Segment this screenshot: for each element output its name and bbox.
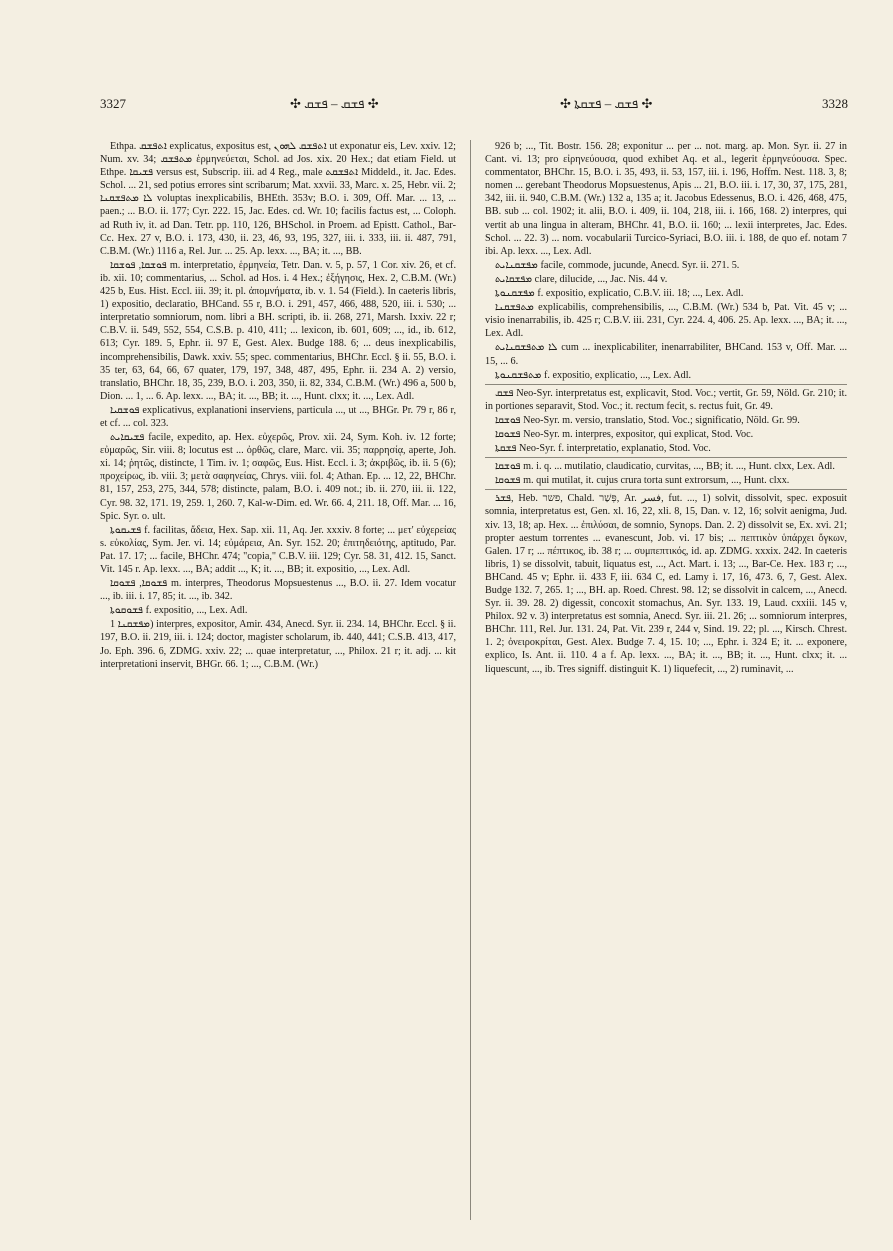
entry: ܡܦܫܩܢܘܬܐ f. expositio, explicatio, C.B.V. iii. 18; ..., Lex. Adl. — [495, 288, 744, 300]
entry: ܦܫܪ, Heb. פשר, Chald. פְּשַׁר, Ar. فسر, fut. ..., 1) solvit, dissolvit, spec. exposuit somnia, interpretatus est, Gen. xl. 16, 22, xli. 8, 15, Dan. v. 12, 16; solvit aenigma, Jud. xiv. 13, 18; ap. Hex. ... ἐπιλύσαι, de somnio, Synops. Dan. 2. 2) dissolvit se, Ex. xvi. 21; propter aestum torrentes ... evanescunt, Job. vi. 17 bis; ... πεπτικὸν ὑπάρχει ὄγκων, Galen. 17 r; ... πέπτικος, ib. 38 r; ... συμπεπτικός, id. ap. ZDMG. xxxix. 242. In caeteris libris, 1) se dissolvit, tabuit, liquatus est, ..., Act. Mart. i. 13; ..., Bar-Ce. Hex. 183 r; ..., BHCand. 45 v; Ephr. ii. 433 F, iii. 634 C, ed. Lamy i. 17, 16, 473. 6, 7, Gest. Alex. Budge 132. 7, 265. 1; ..., BH. ap. Roed. Chrest. 98. 12; se dissolvit in calcem, ..., Anecd. Syr. ii. 39. 28. 2) digessit, concoxit stomachus, An. Syr. 133. 19, Laud. cxxiii. 145 v, Philox. 92 v. 3) interpretatus est somnia, Anecd. Syr. iii. 21. 26; ... somniorum interpres, BHChr. 111, Rel. Jur. 131. 24, Pat. Vit. 239 r, 244 v, Sind. 19. 22; pl. ..., Kirsch. Chrest. 1. 2; ὀνειροκρίται, Gest. Alex. Budge 7. 4, 15. 10; ..., Ephr. i. 324 E; it. ... exponere, explico, Is. Ant. ii. 110. 4 a f. Ap. lexx. ..., BA; it. ..., BB; it. ..., Hunt. clxx; it. ... liquescunt, ..., ib. Tres signiff. distinguit K. 1) liquefecit, ..., 2) ruminavit, ... — [485, 489, 847, 675]
entry: ܡܦܫܩܐܝܬ clare, dilucide, ..., Jac. Nis. 44 v. — [495, 273, 668, 285]
entry: Ethpa. ܐܬܦܫܩ explicatus, expositus est, ܐܬܦܫܩ ܠܗܘܢ ut exponatur eis, Lev. xxiv. 12; Num. xv. 34; ܡܬܦܫܩ ἑρμηνεύεται, Schol. ad Jos. xix. 20 Hex.; dat etiam Field. ut Ethpe. ܦܫܝܩܐ versus est, Subscrip. iii. ad 4 Reg., male ܐܬܦܫܩܬ Middeld., it. Jac. Edes. Schol. ... 21, sed potius errores sint scribarum; Mat. xxvii. 33, Marc. x. 25, Hebr. vii. 2; ܠܐ ܡܬܦܫܩܢܐ voluptas inexplicabilis, BHEth. 353v; B.O. i. 309, Off. Mar. ... 13, ... paen.; ... B.O. ii. 177; Cyr. 222. 15, Jac. Edes. cd. Wr. 10; facilis factus est, ... Coloph. ad Ruth iv, it. ad Dan. Tetr. pp. 110, 126, BHSchol. in Proem. ad Epistt. Cathol., Bar-Cc. Hex. 27 v, B.O. i. 173, 430, ii. 23, 46, 93, 195, 327, iii. i. 333, iii. ii. 487, 791, C.B.M. (Wr.) 1116 a, Rel. Jur. ... 25. Ap. lexx. ..., BA; it. ..., BB. — [100, 141, 456, 257]
entry: ܦܫܩܬܐ Neo-Syr. f. interpretatio, explanatio, Stod. Voc. — [495, 443, 711, 455]
entry: ܡܬܦܫܩܢܘܬܐ f. expositio, explicatio, ..., Lex. Adl. — [495, 369, 692, 381]
right-column — [485, 140, 847, 1230]
entry: ܦܫܘܩܐ m. qui mutilat, it. cujus crura torta sunt extrorsum, ..., Hunt. clxx. — [495, 475, 790, 487]
page-number-right: 3328 — [822, 96, 848, 111]
entry: ܦܘܫܩܐ Neo-Syr. m. versio, translatio, Stod. Voc.; significatio, Nöld. Gr. 99. — [495, 414, 800, 426]
entry: ܦܘܫܩܝܐ explicativus, explanationi inserviens, particula ..., ut ..., BHGr. Pr. 79 r, 86 r, et cf. ... col. 323. — [100, 404, 456, 429]
entry: ܦܫܘܩܐ, ܦܫܘܩܐ m. interpres, Theodorus Mopsuestenus ..., B.O. ii. 27. Idem vocatur ..., ib. iii. i. 17, 85; it. ..., ib. 342. — [100, 578, 456, 603]
entry: ܦܫܘܩܐ Neo-Syr. m. interpres, expositor, qui explicat, Stod. Voc. — [495, 428, 754, 440]
entry: ܦܫܝܩܘܬܐ f. facilitas, ἄδεια, Hex. Sap. xii. 11, Aq. Jer. xxxiv. 8 forte; ... μετ' εὐχερείας s. εὐκολίας, Sym. Jer. vi. 14; εὐμάρεια, An. Syr. 152. 20; ἐπιτηδειότης, aptitudo, Par. Pat. 17. 17; ... facile, BHChr. 474; "copia," C.B.V. iii. 129; Cyr. 58. 31, 412. 15, Sanct. Vit. 145 r. Ap. lexx. ..., BA; addit ..., K; it. ..., BB; it. expositio, ..., Lex. Adl. — [100, 524, 456, 575]
entry: ܦܫܝܩܐܝܬ facile, expedito, ap. Hex. εὐχερῶς, Prov. xii. 24, Sym. Koh. iv. 12 forte; εὐμαρῶς, Sir. viii. 8; locutus est ... ὀρθῶς, clare, Marc. vii. 35; παρρησίᾳ, aperte, Joh. xi. 14; ῥητῶς, distincte, 1 Tim. iv. 1; σαφῶς, Eus. Hist. Eccl. i. 3; ἀκριβῶς, ib. ii. 5 (6); προχείρως, ib. viii. 3; μετὰ σαφηνείας, Chrys. viii. fol. 4; Athan. Ep. ... 12, 22, BHChr. 81, 157, 253, 275, 344, 578; distincte, palam, B.O. i. 409 not.; ib. ii. 270, iii. ii. 122, Cyr. 98. 32, 171. 19, 259. 1, 260. 7, Kal-w-Dim. ed. Wr. 66. 4, 211. 18, Off. Mar. ... 16, Spic. Syr. o. ult. — [100, 432, 456, 522]
left-column — [100, 140, 456, 1230]
entry: 926 b; ..., Tit. Bostr. 156. 28; exponitur ... per ... not. marg. ap. Mon. Syr. ii. 27 in Cant. vi. 13; pro εἰρηνεύουσα, quod exhibet Aq. et al., legerit ἑρμηνεύουσα. Spec. commentator, BHChr. 15, B.O. i. 35, 493, ii. 53, 157, iii. i. 196, Hoffm. Nest. 118. 3, 8; nomen ... gerebant Theodorus Mopsuestenus, Apis ... 21, B.O. iii. i. 17, 30, 37, 175, 281, 342, iii. ii. 940, C.B.M. (Wr.) 132 a, 135 a; it. Jacobus Edessenus, B.O. i. 426, 468, 475, BB. sub ... col. 1902; it. alii, B.O. i. 409, ii. 104, 218, iii. i. 166, 168. 2) interpres, qui vertit ab una lingua in alteram, BHChr. 41, B.O. ii. 160; ... lexii interpretes, Jac. Edes. Schol. ... 22. 3) ... nom. vocabularii Turcico-Syriaci, B.O. iii. i. 188, de quo ef. notam 7 ibi. Ap. lexx. ..., Lex. Adl. — [485, 141, 847, 257]
entry: ܦܫܩ Neo-Syr. interpretatus est, explicavit, Stod. Voc.; vertit, Gr. 59, Nöld. Gr. 210; it. in portiones separavit, Stod. Voc.; it. rectum fecit, s. rectus fuit, Gr. 49. — [485, 384, 847, 413]
entry: ܡܦܫܩܢܐ 1) interpres, expositor, Amir. 434, Anecd. Syr. ii. 234. 14, BHChr. Eccl. § ii. 197, B.O. ii. 219, iii. i. 124; doctor, magister scholarum, ib. 440, 441; C.S.B. 413, 417, Jo. Eph. 396. 6, ZDMG. xxiv. 22; ... quae interpretatur, ..., Philox. 21 r; it. adj. ... kit interpretationi inservit, BHGr. 66. 1; ..., C.B.M. (Wr.) — [100, 619, 456, 670]
entry: ܦܘܫܩܐ m. i. q. ... mutilatio, claudicatio, curvitas, ..., BB; it. ..., Hunt. clxx, Lex. Adl. — [485, 457, 847, 473]
entry: ܦܘܫܩܐ, ܦܘܫܩܐ m. interpretatio, ἑρμηνεία, Tetr. Dan. v. 5, p. 57, 1 Cor. xiv. 26, et cf. ib. xii. 10; commentarius, ... Schol. ad Hos. i. 4 Hex.; ἐξήγησις, Hex. 2, C.B.M. (Wr.) 425 b, Eus. Hist. Eccl. iii. 39; it. pl. ἀπομνήματα, ib. v. 1. 54 (Field.). In caeteris libris, 1) expositio, declaratio, BHCand. 55 r, B.O. i. 291, 457, 466, 488, 520, iii. i. 530; ... interpretatio somniorum, nom. libri a BH. scripti, ib. ii. 268, 271, Marsh. Ixxiv. 22 r; C.B.V. ii. 549, 552, 554, C.S.B. p. 410, 411; ... lexicon, ib. 601, 609; ..., id., ib. 612, 613; Cyr. 189. 5, Ephr. ii. 97 E, Gest. Alex. Budge 188. 6; ... deus inexplicabilis, incomprehensibilis, Dawk. xxiv. 55; spec. commentarius, BHChr. Eccl. § ii. 55, B.O. i. 35 ter, 63, 64, 66, 67 quater, 179, 197, 348, 487, 495, Ephr. ii. 234 A. 2) versio, translatio, BHChr. 18, 35, 239, B.O. i. 203, 350, ii. 82, 334, C.B.M. (Wr.) 496 a, 500 b, Dion. ... 1, ... 6. Ap. lexx. ..., BA; it. ..., BB; it. ..., Hunt. clxx; it. ..., Lex. Adl. — [100, 259, 456, 402]
entry: ܡܦܫܩܢܐܝܬ facile, commode, jucunde, Anecd. Syr. ii. 271. 5. — [495, 259, 740, 271]
column-divider — [470, 140, 471, 1220]
page-number-left: 3327 — [100, 96, 126, 111]
page-header — [100, 96, 848, 120]
entry: ܡܬܦܫܩܢܐ explicabilis, comprehensibilis, ..., C.B.M. (Wr.) 534 b, Pat. Vit. 45 v; ... visio inenarrabilis, ib. 425 r; C.B.V. iii. 231, Cyr. 224. 4, 406. 25. Ap. lexx. ..., BA; it. ..., Lex. Adl. — [485, 302, 847, 340]
running-head-left: ✣ ܦܫܩ – ܦܫܩ ✣ — [290, 96, 379, 111]
entry: ܦܫܘܩܘܬܐ f. expositio, ..., Lex. Adl. — [110, 605, 248, 617]
entry: ܠܐ ܡܬܦܫܩܢܐܝܬ cum ... inexplicabiliter, inenarrabiliter, BHCand. 153 v, Off. Mar. ... 15, ... 6. — [485, 342, 847, 367]
running-head-right: ✣ ܦܫܩ – ܦܫܩܬܐ ✣ — [560, 96, 653, 111]
